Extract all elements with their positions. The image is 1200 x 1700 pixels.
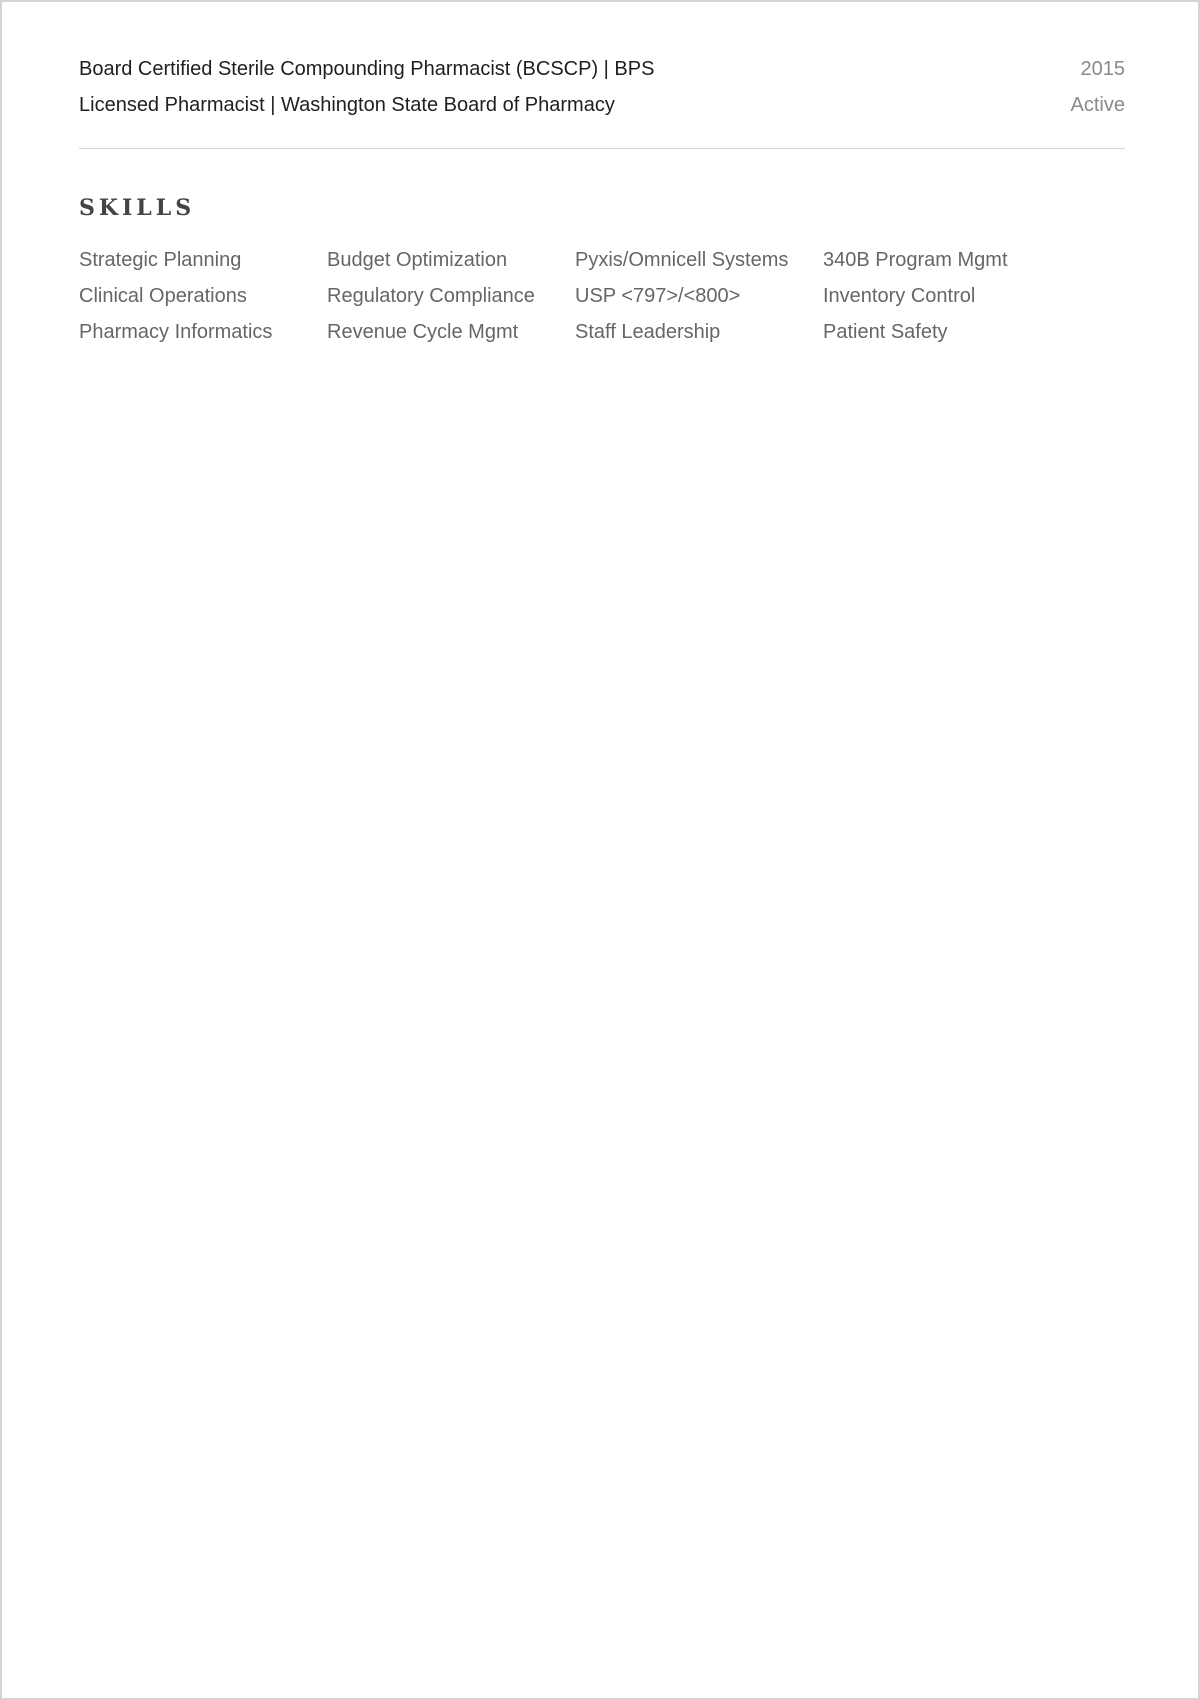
section-divider [79,148,1125,149]
certification-row [79,58,1125,94]
certification-name: Board Certified Sterile Compounding Pharmacist (BCSCP) | BPS [79,58,655,80]
certification-name: Licensed Pharmacist | Washington State Board of Pharmacy [79,94,615,116]
skill-item: Regulatory Compliance [327,285,535,307]
certification-date: 2015 [1080,58,1125,80]
skill-item: USP <797>/<800> [575,285,741,307]
skill-item: 340B Program Mgmt [823,249,1008,271]
skill-item: Pharmacy Informatics [79,321,273,343]
skill-item: Clinical Operations [79,285,247,307]
skills-section-title: SKILLS [79,195,196,221]
skill-item: Inventory Control [823,285,976,307]
skill-item: Strategic Planning [79,249,242,271]
skill-item: Budget Optimization [327,249,508,271]
certification-row [79,94,1125,130]
skills-grid [79,248,1125,344]
certifications-list [79,58,1125,130]
skill-item: Pyxis/Omnicell Systems [575,249,789,271]
skill-item: Patient Safety [823,321,948,343]
skill-item: Revenue Cycle Mgmt [327,321,519,343]
skill-item: Staff Leadership [575,321,721,343]
certification-date: Active [1070,94,1125,116]
